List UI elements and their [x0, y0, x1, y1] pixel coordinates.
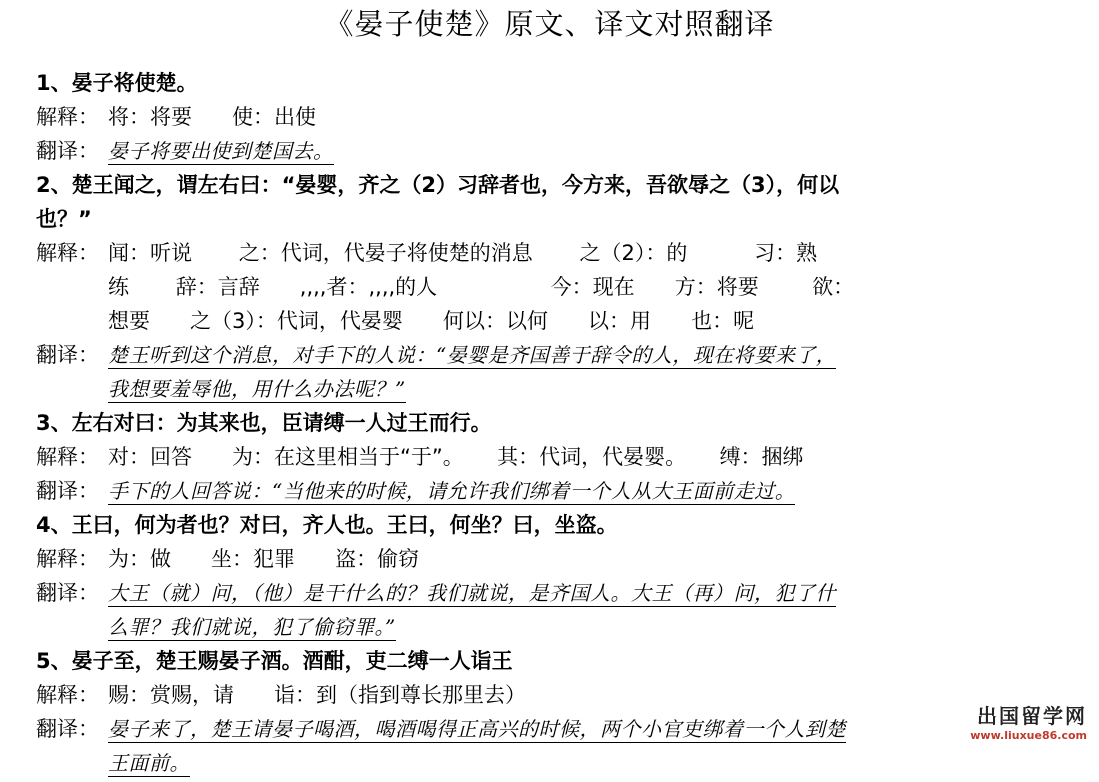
- translation-line: [36, 576, 1099, 610]
- section-4: [0, 508, 1099, 644]
- translation-label: 翻译：: [36, 581, 99, 605]
- translation-text: 大王（就）问，（他）是干什么的？我们就说，是齐国人。大王（再）问，犯了什: [108, 581, 836, 605]
- explanation-line: [36, 542, 1099, 576]
- explanation-text: 闻：听说 之：代词，代晏子将使楚的消息 之（2）：的 习：熟: [108, 241, 818, 265]
- translation-text: 么罪？我们就说，犯了偷窃罪。”: [108, 615, 396, 639]
- translation-text: 楚王听到这个消息，对手下的人说：“晏婴是齐国善于辞令的人，现在将要来了，: [108, 343, 837, 367]
- explanation-line-continued: 想要 之（3）：代词，代晏婴 何以：以何 以：用 也：呢: [108, 309, 755, 333]
- section-heading: 5、晏子至，楚王赐晏子酒。酒酣，吏二缚一人诣王: [36, 649, 513, 673]
- site-watermark-logo: [970, 700, 1087, 742]
- explanation-label: 解释：: [36, 683, 99, 707]
- explanation-label: 解释：: [36, 445, 99, 469]
- explanation-label: 解释：: [36, 241, 99, 265]
- section-heading: 1、晏子将使楚。: [36, 71, 198, 95]
- translation-line-continued: [36, 372, 1099, 406]
- translation-label: 翻译：: [36, 139, 99, 163]
- explanation-text: 将：将要 使：出使: [108, 105, 317, 129]
- explanation-line: [36, 440, 1099, 474]
- translation-line: [36, 134, 1099, 168]
- explanation-label: 解释：: [36, 547, 99, 571]
- explanation-text: 赐：赏赐，请 诣：到（指到尊长那里去）: [108, 683, 527, 707]
- translation-line-continued: [36, 746, 1099, 780]
- watermark-url: www.liuxue86.com: [970, 729, 1087, 742]
- explanation-line: [36, 678, 1099, 712]
- translation-label: 翻译：: [36, 479, 99, 503]
- section-2: [0, 168, 1099, 406]
- translation-line: [36, 712, 1099, 746]
- explanation-line: [36, 100, 1099, 134]
- section-5: [0, 644, 1099, 780]
- translation-text: 晏子将要出使到楚国去。: [108, 139, 334, 163]
- explanation-text: 为：做 坐：犯罪 盗：偷窃: [108, 547, 420, 571]
- translation-text: 王面前。: [108, 751, 190, 775]
- section-heading-continued: 也？”: [36, 207, 92, 231]
- translation-text: 晏子来了，楚王请晏子喝酒，喝酒喝得正高兴的时候，两个小官吏绑着一个人到楚: [108, 717, 846, 741]
- explanation-line-continued: 练 辞：言辞 ,,,,者：,,,,的人 今：现在 方：将要 欲：: [108, 275, 855, 299]
- translation-text: 我想要羞辱他，用什么办法呢？”: [108, 377, 406, 401]
- section-3: [0, 406, 1099, 508]
- watermark-name: 出国留学网: [977, 704, 1087, 728]
- explanation-line: [36, 236, 1099, 270]
- explanation-text: 对：回答 为：在这里相当于“于”。 其：代词，代晏婴。 缚：捆绑: [108, 445, 804, 469]
- section-1: [0, 66, 1099, 168]
- section-heading: 3、左右对曰：为其来也，臣请缚一人过王而行。: [36, 411, 492, 435]
- section-heading: 4、王曰，何为者也？对曰，齐人也。王曰，何坐？曰，坐盗。: [36, 513, 618, 537]
- document-title: 《晏子使楚》原文、译文对照翻译: [324, 7, 775, 41]
- translation-line: [36, 474, 1099, 508]
- translation-label: 翻译：: [36, 343, 99, 367]
- section-heading: 2、楚王闻之，谓左右曰：“晏婴，齐之（2）习辞者也，今方来，吾欲辱之（3），何以: [36, 173, 840, 197]
- translation-line: [36, 338, 1099, 372]
- explanation-label: 解释：: [36, 105, 99, 129]
- translation-text: 手下的人回答说：“当他来的时候，请允许我们绑着一个人从大王面前走过。: [108, 479, 796, 503]
- translation-line-continued: [36, 610, 1099, 644]
- translation-label: 翻译：: [36, 717, 99, 741]
